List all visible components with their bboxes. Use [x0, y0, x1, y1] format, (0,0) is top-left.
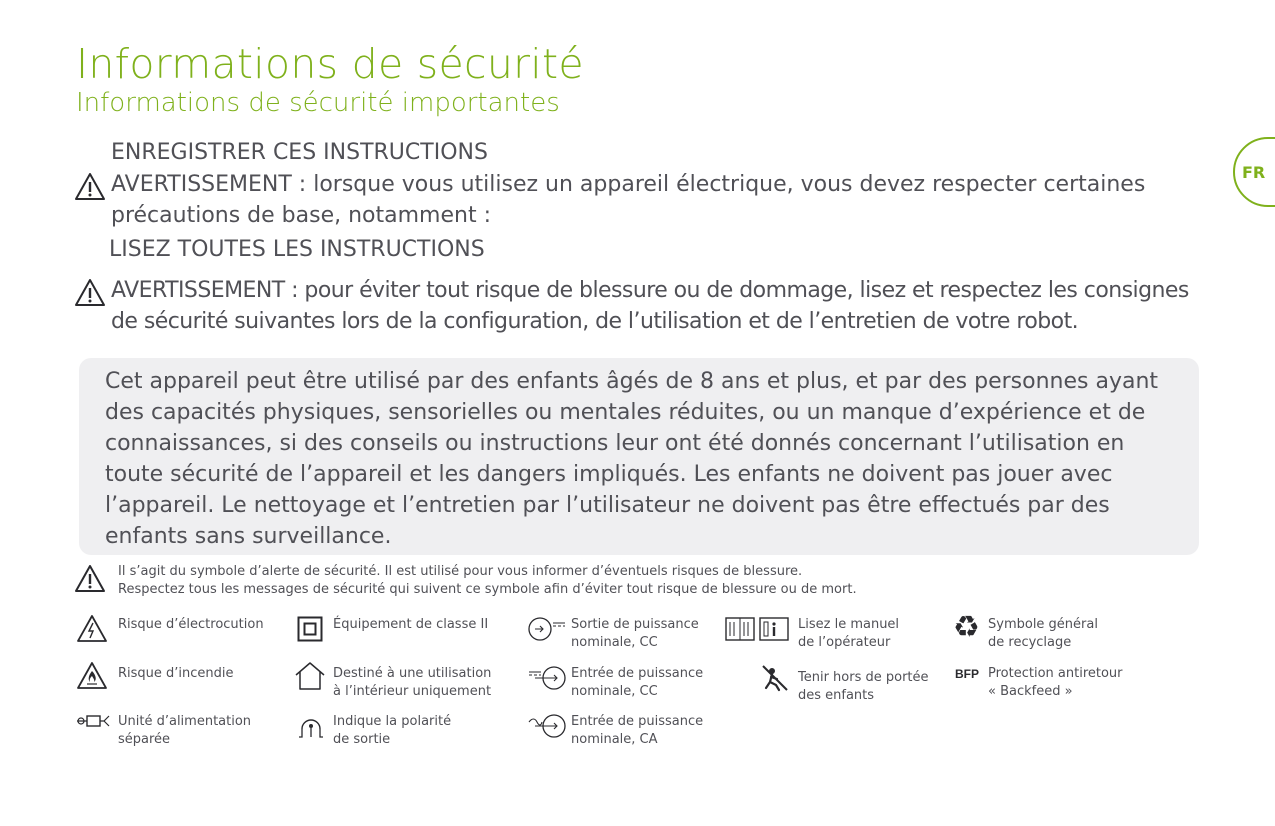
symbol-text: Équipement de classe II: [333, 617, 489, 632]
notice-text: [105, 366, 1190, 552]
warning-1-line-2: précautions de base, notamment :: [111, 203, 491, 228]
page-subtitle: Informations de sécurité importantes: [76, 88, 560, 118]
symbol-text: de l’opérateur: [798, 635, 891, 650]
warning-1-line-1: AVERTISSEMENT : lorsque vous utilisez un appareil électrique, vous devez respecter certaines: [111, 172, 1146, 197]
symbol-text: nominale, CC: [571, 684, 658, 699]
symbol-text: Risque d’incendie: [118, 666, 234, 681]
output-polarity-icon: [296, 711, 326, 741]
symbol-text: Risque d’électrocution: [118, 617, 264, 632]
safety-alert-icon: [74, 564, 106, 594]
notice-line: toute sécurité de l’appareil et les dangers impliqués. Les enfants ne doivent pas jouer avec: [105, 462, 1113, 487]
warning-1: [111, 169, 1145, 231]
symbol-text: Protection antiretour: [988, 666, 1123, 681]
symbol-text: de sortie: [333, 732, 391, 747]
dc-input-icon: [527, 664, 567, 692]
symbol-polarity-label: [333, 713, 451, 749]
symbol-manual-label: [798, 616, 899, 652]
symbol-text: à l’intérieur uniquement: [333, 684, 492, 699]
notice-line: des capacités physiques, sensorielles ou mentales réduites, ou un manque d’expérience et de: [105, 400, 1146, 425]
symbol-children-label: [798, 669, 929, 705]
warning-triangle-icon: [74, 278, 106, 308]
ac-input-icon: [527, 712, 567, 740]
notice-line: l’appareil. Le nettoyage et l’entretien par l’utilisateur ne doivent pas être effectués par des: [105, 493, 1110, 518]
symbol-text: Entrée de puissance: [571, 714, 704, 729]
keep-away-children-icon: [760, 663, 790, 693]
symbol-dc-input-label: [571, 665, 703, 701]
symbol-text: nominale, CA: [571, 732, 658, 747]
symbol-text: Sortie de puissance: [571, 617, 699, 632]
recycling-icon: ♻: [953, 610, 980, 645]
symbol-text: Symbole général: [988, 617, 1098, 632]
notice-line: enfants sans surveillance.: [105, 524, 392, 549]
electric-shock-warning-icon: [76, 614, 108, 644]
alert-line-2: Respectez tous les messages de sécurité qui suivent ce symbole afin d’éviter tout risque de blessure ou de mort.: [118, 582, 857, 597]
symbol-electrocution-label: [118, 616, 264, 634]
class-ii-equipment-icon: [297, 616, 323, 642]
page-title: Informations de sécurité: [76, 40, 584, 88]
symbol-backfeed-label: [988, 665, 1123, 701]
save-instructions-heading: ENREGISTRER CES INSTRUCTIONS: [111, 140, 488, 165]
symbol-ac-input-label: [571, 713, 703, 749]
symbol-text: de recyclage: [988, 635, 1072, 650]
read-manual-icon: [724, 615, 792, 643]
warning-triangle-icon: [74, 172, 106, 202]
symbol-text: nominale, CC: [571, 635, 658, 650]
symbol-text: Lisez le manuel: [798, 617, 900, 632]
symbol-text: Tenir hors de portée: [798, 670, 929, 685]
warning-2-line-2: de sécurité suivantes lors de la configuration, de l’utilisation et de l’entretien de votre robot.: [111, 309, 1079, 334]
symbol-dc-output-label: [571, 616, 699, 652]
language-tab-label: FR: [1242, 163, 1266, 182]
symbol-text: séparée: [118, 732, 171, 747]
alert-explanation: [118, 563, 857, 599]
symbol-indoor-label: [333, 665, 491, 701]
symbol-text: des enfants: [798, 688, 875, 703]
dc-output-icon: [527, 615, 567, 643]
notice-line: connaissances, si des conseils ou instructions leur ont été donnés concernant l’utilisation en: [105, 431, 1125, 456]
symbol-fire-label: [118, 665, 234, 683]
symbol-text: Unité d’alimentation: [118, 714, 252, 729]
symbol-class2-label: [333, 616, 488, 634]
indoor-use-icon: [294, 661, 326, 691]
warning-2-line-1: AVERTISSEMENT : pour éviter tout risque de blessure ou de dommage, lisez et respectez les consignes: [111, 278, 1189, 303]
symbol-text: Indique la polarité: [333, 714, 452, 729]
bfp-icon: BFP: [955, 667, 979, 681]
notice-line: Cet appareil peut être utilisé par des enfants âgés de 8 ans et plus, et par des personnes ayant: [105, 369, 1159, 394]
symbol-text: Destiné à une utilisation: [333, 666, 492, 681]
symbol-recycling-label: [988, 616, 1098, 652]
symbol-power-unit-label: [118, 713, 251, 749]
power-supply-unit-icon: [76, 713, 112, 729]
symbol-text: « Backfeed »: [988, 684, 1073, 699]
read-all-heading: LISEZ TOUTES LES INSTRUCTIONS: [109, 237, 485, 262]
symbol-text: Entrée de puissance: [571, 666, 704, 681]
warning-2: [111, 275, 1189, 337]
fire-warning-icon: [76, 661, 108, 691]
alert-line-1: Il s’agit du symbole d’alerte de sécurité. Il est utilisé pour vous informer d’éventuels risques de blessure.: [118, 564, 803, 579]
